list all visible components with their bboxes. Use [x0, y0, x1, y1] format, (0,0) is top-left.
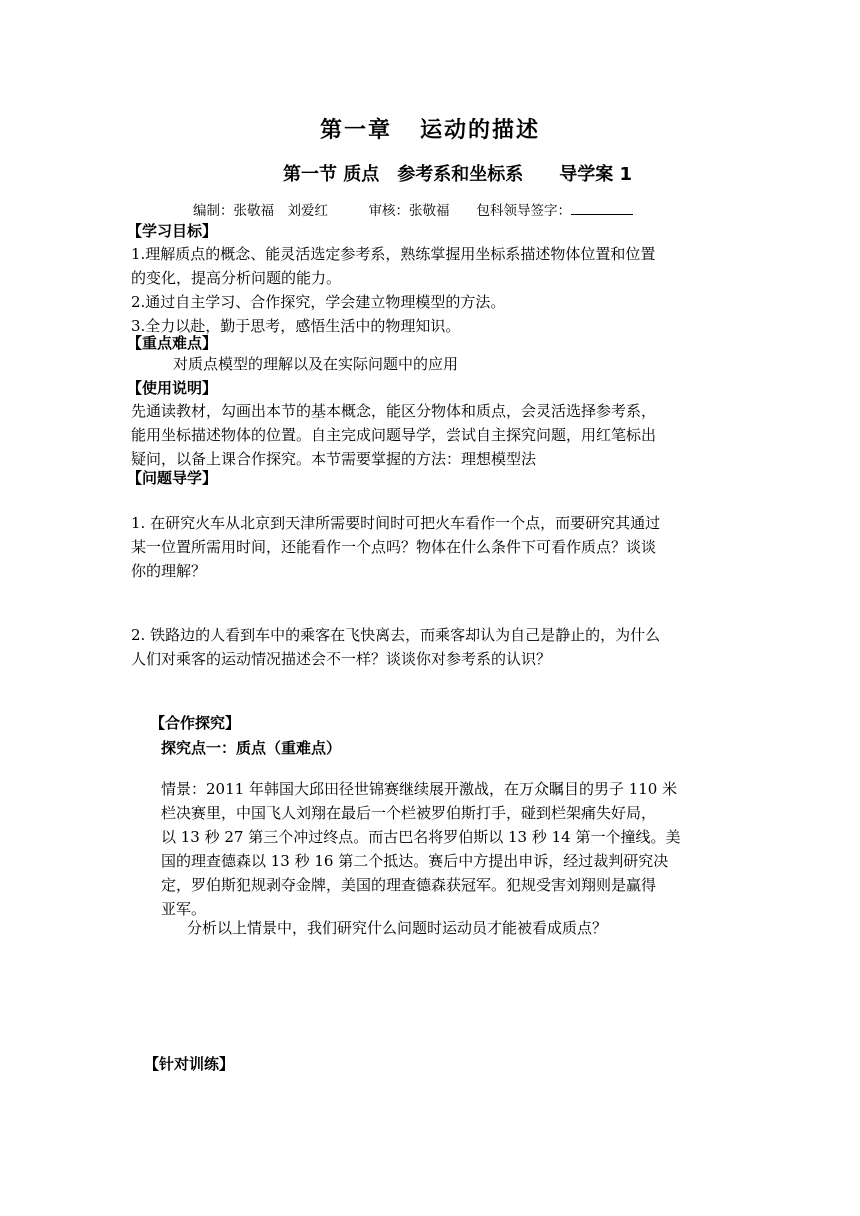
- chapter-number: 第一章: [319, 118, 392, 143]
- guide-question-2: [131, 623, 660, 671]
- meta-line: [193, 199, 633, 219]
- goal-line: 2.通过自主学习、合作探究，学会建立物理模型的方法。: [131, 293, 506, 311]
- section-subtitle: [283, 160, 632, 186]
- scenario-line: 以 13 秒 27 第三个冲过终点。而古巴名将罗伯斯以 13 秒 14 第一个撞线。美: [161, 828, 681, 846]
- scenario-line: 栏决赛里，中国飞人刘翔在最后一个栏被罗伯斯打手，碰到栏架痛失好局，: [161, 804, 657, 822]
- scenario-line: 情景：2011 年韩国大邱田径世锦赛继续展开激战，在万众瞩目的男子 110 米: [161, 780, 678, 798]
- section-topic: 参考系和坐标系: [397, 164, 524, 185]
- instruction-line: 能用坐标描述物体的位置。自主完成问题导学，尝试自主探究问题，用红笔标出: [131, 426, 657, 444]
- section-number: 第一节 质点: [283, 164, 380, 185]
- document-type: 导学案 1: [559, 164, 633, 185]
- scenario-line: 定，罗伯斯犯规剥夺金牌，美国的理查德森获冠军。犯规受害刘翔则是赢得: [161, 876, 657, 894]
- instruction-line: 先通读教材，勾画出本节的基本概念，能区分物体和质点，会灵活选择参考系，: [131, 402, 657, 420]
- keypoints-text: 对质点模型的理解以及在实际问题中的应用: [173, 355, 459, 373]
- chapter-title: [0, 113, 860, 144]
- scenario-text: [161, 777, 681, 921]
- instructions-text: [131, 399, 656, 471]
- instruction-line: 疑问，以备上课合作探究。本节需要掌握的方法：理想模型法: [131, 450, 537, 468]
- guide-heading: 【问题导学】: [127, 469, 218, 487]
- question-line: 1. 在研究火车从北京到天津所需要时间时可把火车看作一个点，而要研究其通过: [131, 514, 661, 532]
- keypoints-heading: 【重点难点】: [127, 334, 218, 352]
- scenario-line: 亚军。: [161, 900, 207, 918]
- exploration-point-1: 探究点一：质点（重难点）: [161, 739, 342, 757]
- cooperate-heading: 【合作探究】: [150, 714, 241, 732]
- scenario-line: 国的理查德森以 13 秒 16 第二个抵达。赛后中方提出申诉，经过裁判研究决: [161, 852, 669, 870]
- editors: 编制：张敬福 刘爱红: [193, 203, 328, 219]
- leader-signature-label: 包科领导签字：: [476, 203, 571, 219]
- training-heading: 【针对训练】: [144, 1055, 235, 1073]
- question-line: 人们对乘客的运动情况描述会不一样？谈谈你对参考系的认识？: [131, 650, 552, 668]
- question-line: 某一位置所需用时间，还能看作一个点吗？物体在什么条件下可看作质点？谈谈: [131, 538, 657, 556]
- chapter-name: 运动的描述: [420, 118, 541, 143]
- goal-line: 1.理解质点的概念、能灵活选定参考系，熟练掌握用坐标系描述物体位置和位置: [131, 245, 656, 263]
- goal-line: 3.全力以赴，勤于思考，感悟生活中的物理知识。: [131, 317, 461, 335]
- goals-list: [131, 242, 655, 338]
- goal-line: 的变化，提高分析问题的能力。: [131, 269, 342, 287]
- signature-blank: [571, 202, 633, 215]
- goals-heading: 【学习目标】: [127, 222, 218, 240]
- scenario-question: 分析以上情景中，我们研究什么问题时运动员才能被看成质点？: [187, 919, 608, 937]
- guide-question-1: [131, 511, 660, 583]
- question-line: 你的理解？: [131, 562, 207, 580]
- question-line: 2. 铁路边的人看到车中的乘客在飞快离去，而乘客却认为自己是静止的，为什么: [131, 626, 661, 644]
- reviewer: 审核：张敬福: [368, 203, 450, 219]
- instructions-heading: 【使用说明】: [127, 379, 218, 397]
